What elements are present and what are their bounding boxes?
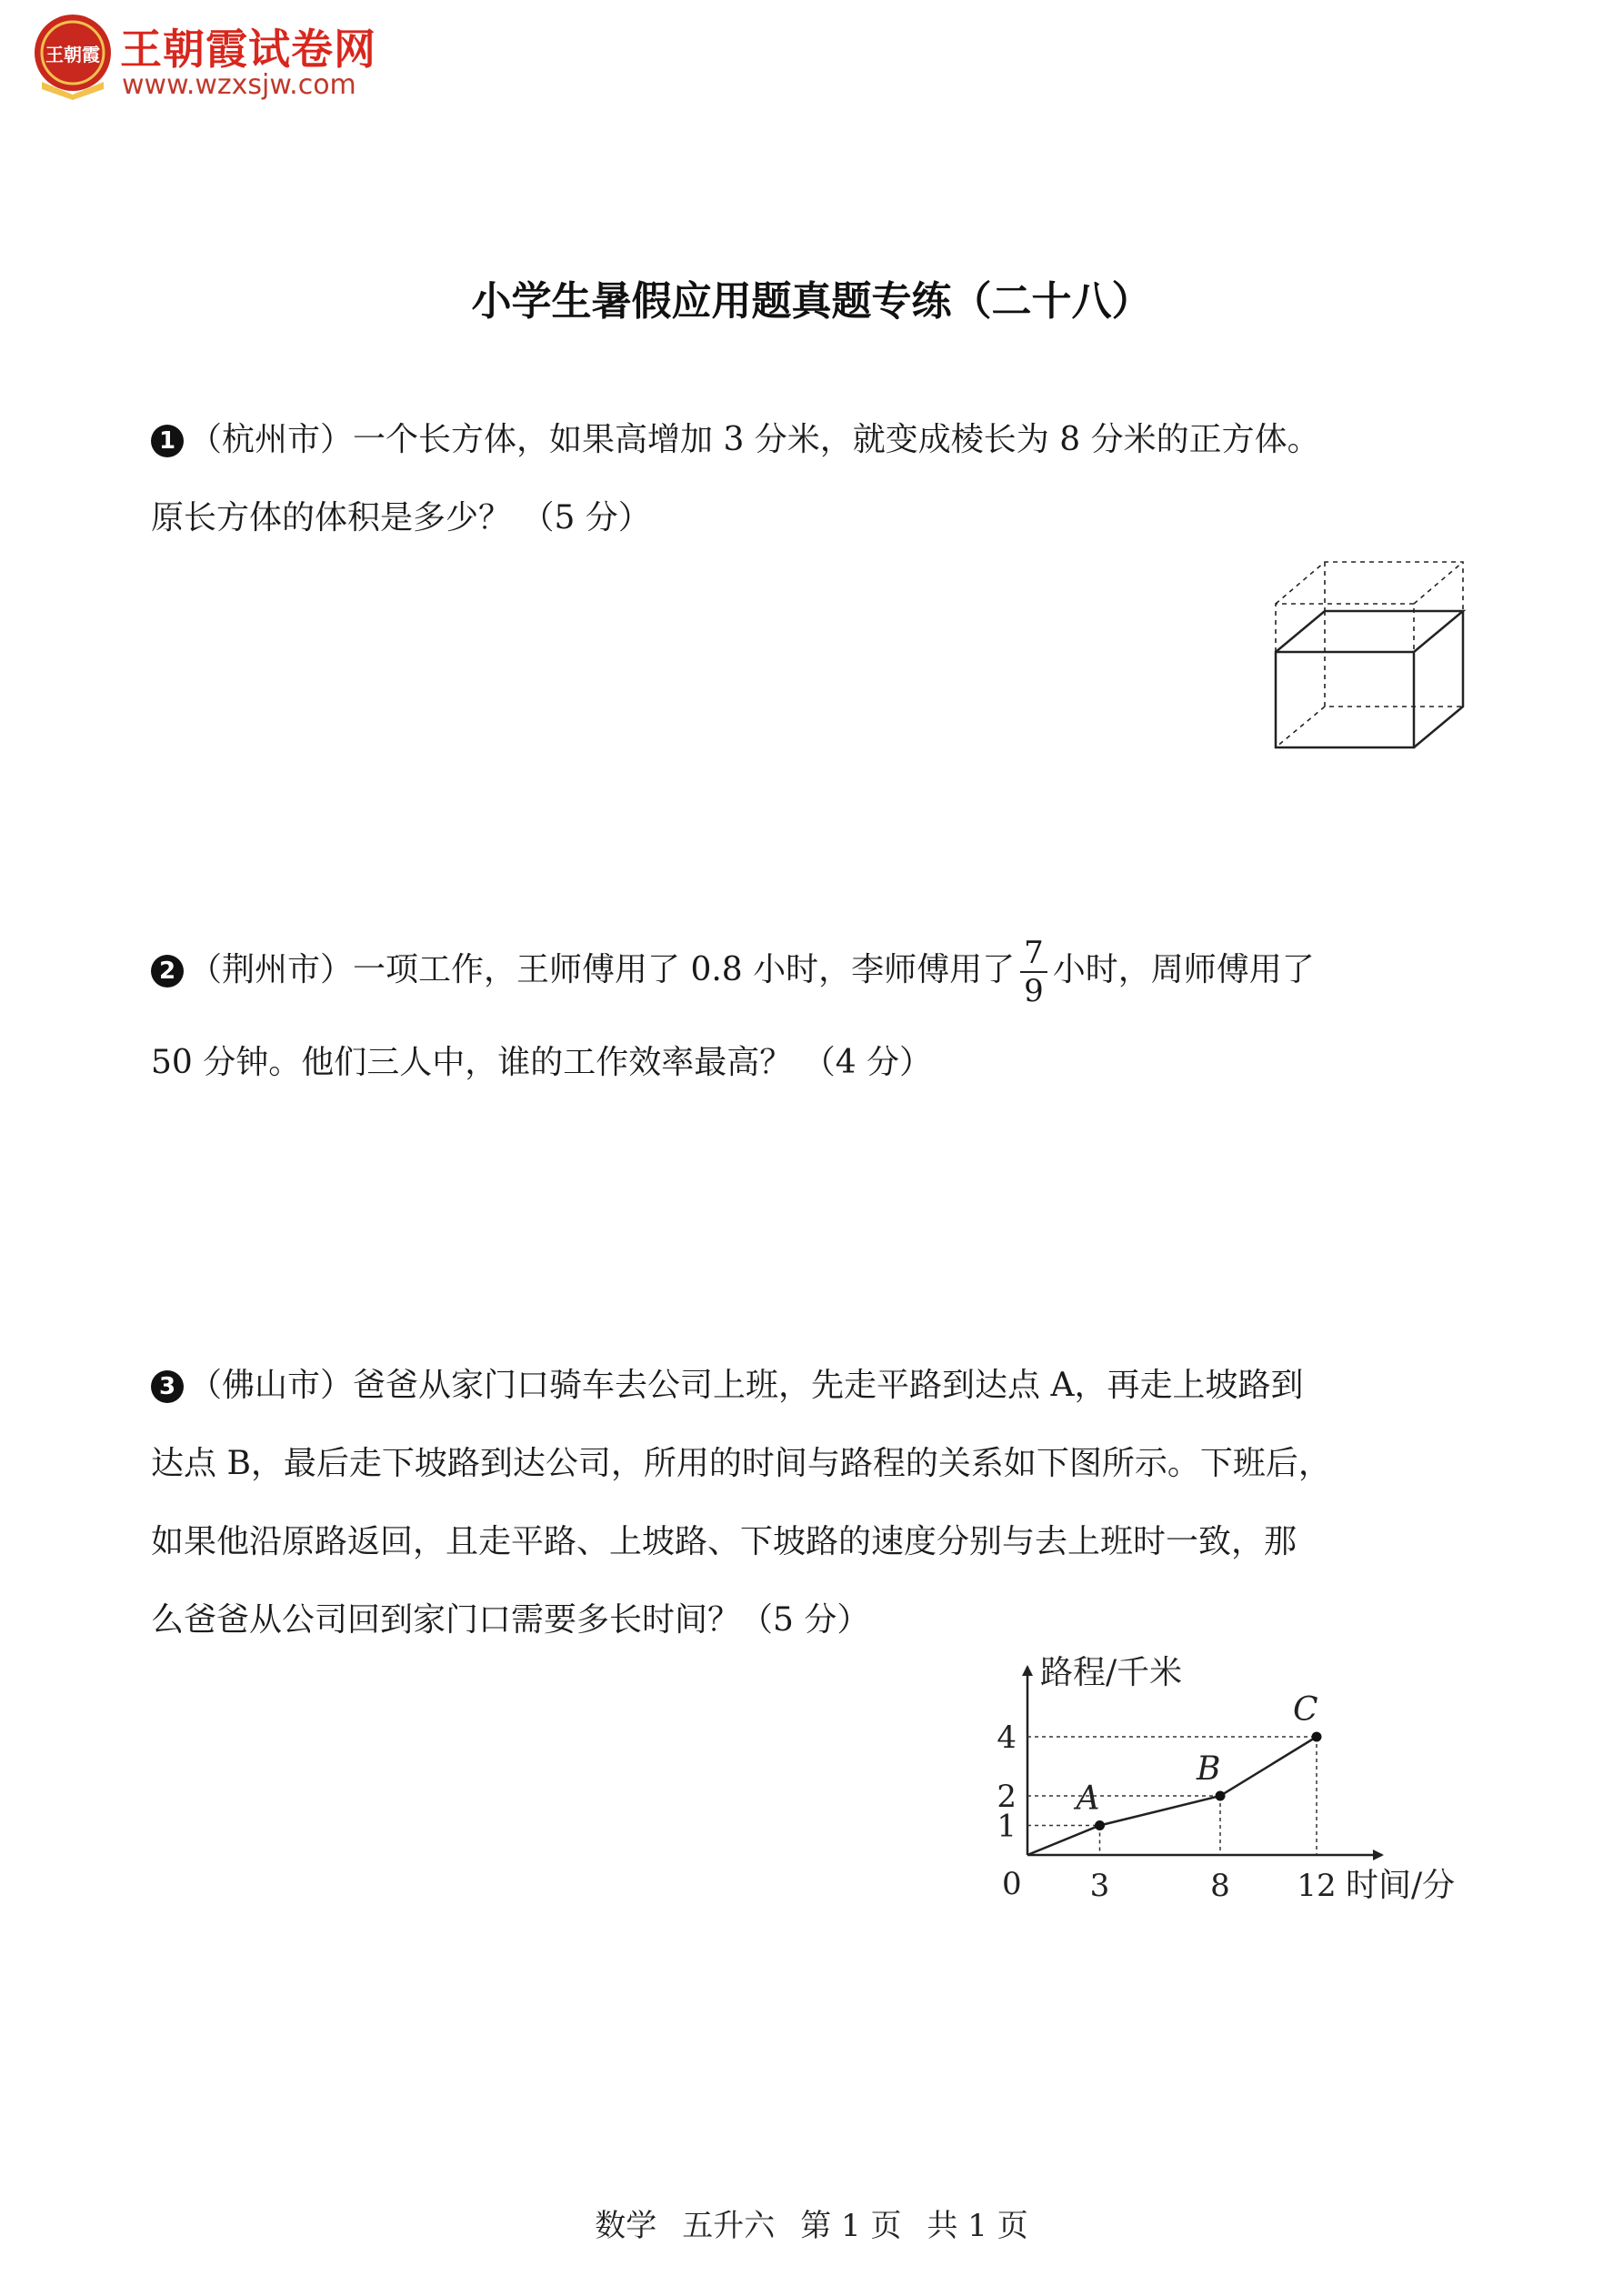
x-tick-12: 12	[1297, 1868, 1337, 1904]
page-title: 小学生暑假应用题真题专练（二十八）	[471, 278, 1152, 325]
point-label-A: A	[1076, 1780, 1100, 1818]
origin-label: 0	[1002, 1866, 1022, 1902]
question-3-text-1: （佛山市）爸爸从家门口骑车去公司上班，先走平路到达点 A，再走上坡路到	[189, 1367, 1304, 1404]
question-1-number-badge: 1	[151, 425, 184, 457]
question-2-number-badge: 2	[151, 955, 184, 988]
question-3-number-badge: 3	[151, 1370, 184, 1403]
question-3-text-3: 如果他沿原路返回，且走平路、上坡路、下坡路的速度分别与去上班时一致，那	[151, 1523, 1297, 1560]
point-C	[1312, 1732, 1322, 1742]
distance-time-graph	[982, 1650, 1491, 1932]
point-label-C: C	[1293, 1691, 1318, 1729]
question-3-text-4: 么爸爸从公司回到家门口需要多长时间？（5 分）	[151, 1601, 870, 1639]
point-B	[1216, 1791, 1226, 1801]
fraction-numerator: 7	[1020, 935, 1047, 973]
logo-name: 王朝霞试卷网	[120, 25, 376, 74]
fraction-seven-ninths	[1020, 935, 1047, 1009]
x-tick-8: 8	[1210, 1868, 1230, 1904]
footer-page: 第 1 页	[800, 2208, 902, 2244]
y-tick-2: 2	[997, 1779, 1017, 1815]
footer-grade: 五升六	[682, 2208, 776, 2244]
question-2-text-1b: 小时，周师傅用了	[1052, 951, 1315, 988]
question-2-line-1	[151, 935, 1315, 1009]
x-tick-3: 3	[1089, 1868, 1110, 1904]
question-1-line-1	[151, 414, 1320, 460]
distance-line	[1027, 1737, 1317, 1855]
question-2-text-1a: （荆州市）一项工作，王师傅用了 0.8 小时，李师傅用了	[189, 951, 1016, 988]
data-points	[1074, 1691, 1322, 1830]
footer-subject: 数学	[595, 2208, 657, 2244]
logo-badge-icon	[27, 11, 118, 102]
logo-url[interactable]: www.wzxsjw.com	[122, 69, 356, 101]
fraction-denominator: 9	[1024, 973, 1044, 1009]
question-1-text-1: （杭州市）一个长方体，如果高增加 3 分米，就变成棱长为 8 分米的正方体。	[189, 421, 1320, 458]
cuboid-front-face	[1276, 652, 1414, 747]
cuboid-top-face	[1276, 611, 1463, 652]
y-axis-label: 路程/千米	[1040, 1654, 1183, 1691]
cube-extension-edges	[1276, 562, 1463, 652]
question-1-text-2: 原长方体的体积是多少？ （5 分）	[151, 499, 651, 536]
point-label-B: B	[1197, 1750, 1221, 1788]
logo-badge-text: 王朝霞	[45, 44, 100, 65]
y-tick-1: 1	[997, 1808, 1017, 1845]
site-logo	[27, 11, 409, 102]
tick-labels	[997, 1719, 1336, 1904]
point-A	[1095, 1820, 1105, 1830]
question-3-text-2: 达点 B，最后走下坡路到达公司，所用的时间与路程的关系如下图所示。下班后，	[151, 1445, 1331, 1482]
footer-total: 共 1 页	[927, 2208, 1028, 2244]
question-2-text-2: 50 分钟。他们三人中，谁的工作效率最高？ （4 分）	[151, 1044, 933, 1081]
cuboid-hidden-edges	[1276, 611, 1463, 747]
page-footer	[0, 2201, 1623, 2245]
y-tick-4: 4	[997, 1719, 1017, 1756]
x-axis-label: 时间/分	[1346, 1867, 1456, 1904]
cuboid-diagram	[1268, 556, 1487, 757]
question-3-line-1	[151, 1359, 1303, 1406]
